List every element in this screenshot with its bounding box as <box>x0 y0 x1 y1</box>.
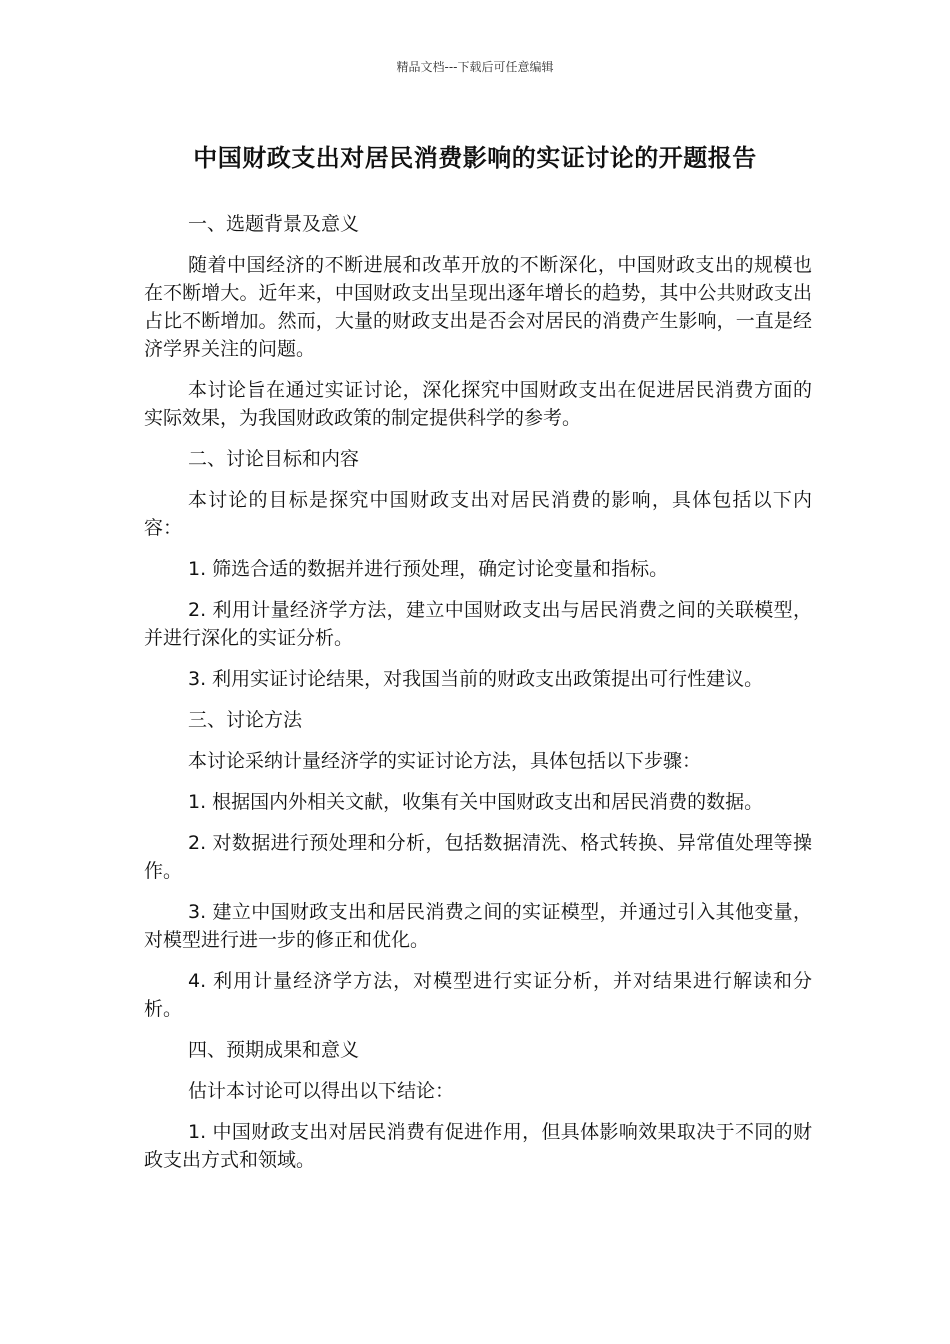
list-item-method-2: 2. 对数据进行预处理和分析，包括数据清洗、格式转换、异常值处理等操作。 <box>144 832 812 882</box>
list-item-goal-3: 3. 利用实证讨论结果，对我国当前的财政支出政策提出可行性建议。 <box>188 668 764 690</box>
section-heading-goals: 二、讨论目标和内容 <box>188 448 360 470</box>
section-heading-outcomes: 四、预期成果和意义 <box>188 1039 360 1061</box>
paragraph-purpose: 本讨论旨在通过实证讨论，深化探究中国财政支出在促进居民消费方面的实际效果，为我国财政政策的制定提供科学的参考。 <box>144 379 812 429</box>
document-title: 中国财政支出对居民消费影响的实证讨论的开题报告 <box>193 144 757 172</box>
paragraph-outcomes-intro: 估计本讨论可以得出以下结论： <box>188 1080 455 1102</box>
list-item-goal-1: 1. 筛选合适的数据并进行预处理，确定讨论变量和指标。 <box>188 558 669 580</box>
header-note: 精品文档---下载后可任意编辑 <box>396 60 554 74</box>
paragraph-methods-intro: 本讨论采纳计量经济学的实证讨论方法，具体包括以下步骤： <box>188 750 702 772</box>
section-heading-background: 一、选题背景及意义 <box>188 213 360 235</box>
paragraph-goals-intro: 本讨论的目标是探究中国财政支出对居民消费的影响，具体包括以下内容： <box>144 489 812 539</box>
section-heading-methods: 三、讨论方法 <box>188 709 303 731</box>
list-item-method-1: 1. 根据国内外相关文献，收集有关中国财政支出和居民消费的数据。 <box>188 791 764 813</box>
list-item-method-3: 3. 建立中国财政支出和居民消费之间的实证模型，并通过引入其他变量，对模型进行进一步的修正和优化。 <box>144 901 812 951</box>
list-item-method-4: 4. 利用计量经济学方法，对模型进行实证分析，并对结果进行解读和分析。 <box>144 970 812 1020</box>
paragraph-background: 随着中国经济的不断进展和改革开放的不断深化，中国财政支出的规模也在不断增大。近年来，中国财政支出呈现出逐年增长的趋势，其中公共财政支出占比不断增加。然而，大量的财政支出是否会对居民的消费产生影响，一直是经济学界关注的问题。 <box>144 254 812 360</box>
document-body <box>144 210 812 1187</box>
list-item-goal-2: 2. 利用计量经济学方法，建立中国财政支出与居民消费之间的关联模型，并进行深化的实证分析。 <box>144 599 812 649</box>
list-item-outcome-1: 1. 中国财政支出对居民消费有促进作用，但具体影响效果取决于不同的财政支出方式和领域。 <box>144 1121 812 1171</box>
